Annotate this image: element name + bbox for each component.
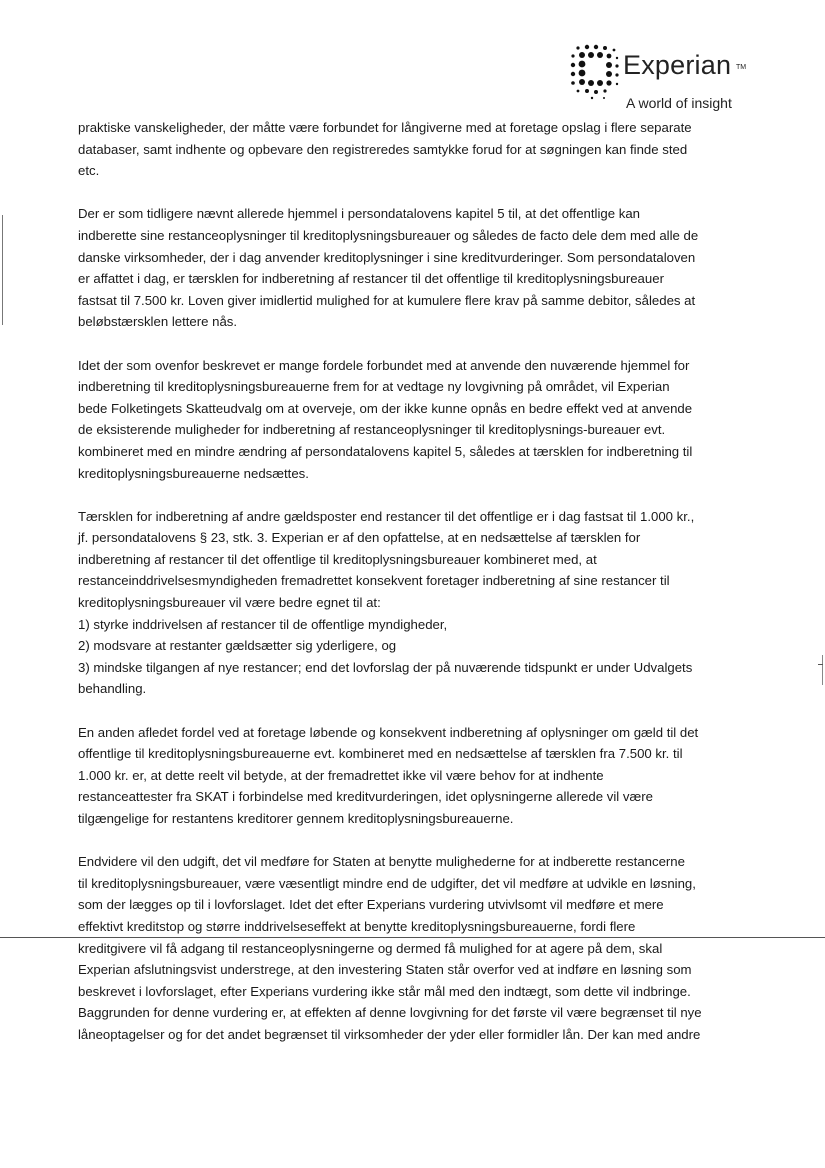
text-line: tilgængelige for restantens kreditorer gennem kreditoplysningsbureauerne.: [78, 811, 514, 826]
brand-name: Experian: [623, 50, 732, 80]
text-line: Baggrunden for denne vurdering er, at effekten af denne lovgivning for det første vil være begrænset til nye: [78, 1005, 702, 1021]
paragraph: [78, 203, 746, 333]
text-line: restanceinddrivelsesmyndigheden fremadrettet konsekvent foretager indberetning af sine restancer til: [78, 573, 670, 589]
text-line: effektivt kreditstop og større inddrivelseseffekt at benytte kreditoplysningsbureauerne, fordi flere: [78, 918, 636, 934]
text-line: som der lægges op til i lovforslaget. Idet det efter Experians vurdering utvivlsomt vil medføre et mere: [78, 897, 664, 913]
text-line: de eksisterende muligheder for indberetning af restanceoplysninger til kreditoplysnings-bureauer evt.: [78, 422, 666, 438]
list-item: 1) styrke inddrivelsen af restancer til de offentlige myndigheder,: [78, 616, 448, 632]
paragraph: [78, 355, 746, 485]
experian-logo: [568, 44, 758, 114]
experian-dot-matrix-icon: [568, 44, 620, 100]
scan-edge-tick: [818, 664, 823, 665]
text-line: er affattet i dag, er tærsklen for indberetning af restancer til det offentlige til kreditoplysningsbureauer: [78, 271, 664, 287]
text-line: Experian afslutningsvist understrege, at den investering Staten står overfor ved at indføre en løsning som: [78, 962, 692, 978]
text-line: etc.: [78, 163, 100, 179]
text-line: indberetning til kreditoplysningsbureauerne frem for at vedtage ny lovgivning på området, vil Experian: [78, 379, 670, 395]
text-line: danske virksomheder, der i dag anvender kreditoplysninger i sine kreditvurderinger. Som persondataloven: [78, 249, 696, 265]
text-line: beskrevet i lovforslaget, efter Experians vurdering ikke står mål med den indtægt, som dette vil indbringe.: [78, 983, 691, 999]
scan-edge-mark: [2, 215, 3, 325]
list-item: 3) mindske tilgangen af nye restancer; end det lovforslag der på nuværende tidspunkt er under Udvalgets: [78, 659, 693, 675]
text-line: fastsat til 7.500 kr. Loven giver imidlertid mulighed for at kumulere flere krav på samme debitor, således at: [78, 292, 696, 308]
text-line: indberette sine restanceoplysninger til kreditoplysningsbureauer og således de facto dele dem med alle de: [78, 227, 699, 243]
text-line: Tærsklen for indberetning af andre gældsposter end restancer til det offentlige er i dag fastsat til 1.000 kr.,: [78, 508, 695, 524]
text-line: Der er som tidligere nævnt allerede hjemmel i persondatalovens kapitel 5 til, at det offentlige kan: [78, 206, 640, 222]
paragraph: [78, 722, 746, 830]
text-line: En anden afledet fordel ved at foretage løbende og konsekvent indberetning af oplysninger om gæld til det: [78, 724, 699, 740]
paragraph: [78, 117, 746, 182]
text-line: bede Folketingets Skatteudvalg om at overveje, om der ikke kunne opnås en bedre effekt ved at anvende: [78, 400, 693, 416]
text-line: til kreditoplysningsbureauer, være væsentligt mindre end de udgifter, det vil medføre at udvikle en løsning,: [78, 875, 696, 891]
text-line: beløbstærsklen lettere nås.: [78, 314, 238, 330]
text-line: offentlige til kreditoplysningsbureauerne evt. kombineret med en nedsættelse af tærsklen fra 7.500 kr. til: [78, 746, 683, 762]
letter-body: [78, 117, 746, 1067]
text-line: Idet der som ovenfor beskrevet er mange fordele forbundet med at anvende den nuværende hjemmel for: [78, 357, 690, 373]
text-line: Endvidere vil den udgift, det vil medføre for Staten at benytte mulighederne for at indberette restancerne: [78, 854, 685, 870]
list-item: 2) modsvare at restanter gældsætter sig yderligere, og: [78, 638, 397, 654]
paragraph: [78, 506, 746, 700]
text-line: indberetning af restancer til det offentlige til kreditoplysningsbureauer kombineret med, at: [78, 551, 597, 567]
brand-tagline: A world of insight: [626, 95, 732, 111]
text-line: kreditoplysningsbureauerne nedsættes.: [78, 465, 309, 481]
text-line: jf. persondatalovens § 23, stk. 3. Experian er af den opfattelse, at en nedsættelse af tærsklen for: [78, 530, 641, 546]
text-line: kreditgivere vil få adgang til restanceoplysningerne og dermed få mulighed for at agere på dem, skal: [78, 940, 663, 956]
text-line: databaser, samt indhente og opbevare den registreredes samtykke forud for at søgningen kan finde sted: [78, 141, 688, 157]
text-line: behandling.: [78, 681, 147, 697]
scan-fold-line: [0, 937, 825, 938]
text-line: kombineret med en mindre ændring af persondatalovens kapitel 5, således at tærsklen for indberetning til: [78, 443, 693, 459]
text-line: 1.000 kr. er, at dette reelt vil betyde, at der fremadrettet ikke vil være behov for at indhente: [78, 767, 604, 783]
text-line: kreditoplysningsbureauer vil være bedre egnet til at:: [78, 595, 381, 611]
scan-edge-mark: [822, 655, 823, 685]
text-line: praktiske vanskeligheder, der måtte være forbundet for långiverne med at foretage opslag i flere separate: [78, 120, 692, 135]
text-line: restanceattester fra SKAT i forbindelse med kreditvurderingen, idet oplysningerne allerede vil være: [78, 789, 653, 805]
text-line: låneoptagelser og for det andet begrænset til virksomheder der yder eller formidler lån. Der kan med andre: [78, 1026, 701, 1042]
paragraph: [78, 851, 746, 1045]
trademark-symbol: TM: [736, 64, 747, 71]
